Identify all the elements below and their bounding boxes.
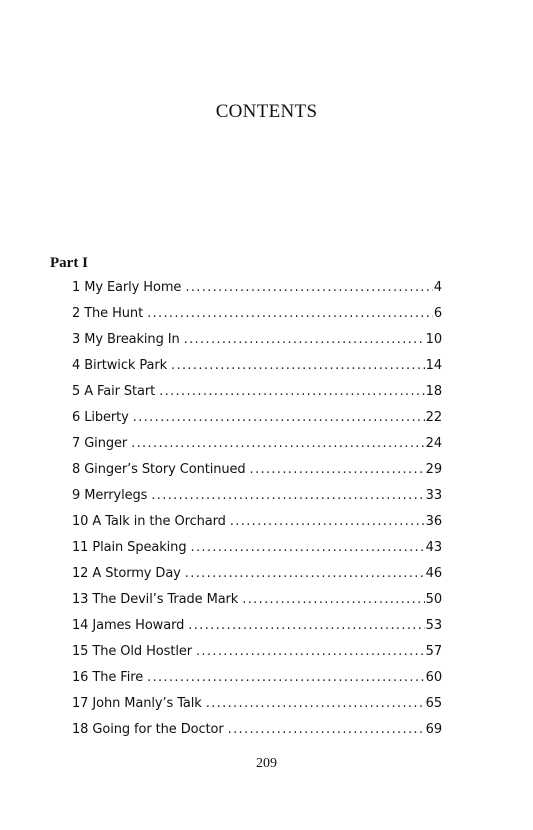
toc-entry-page: 65: [425, 696, 442, 711]
toc-entry: [72, 618, 442, 644]
toc-entry: [72, 644, 442, 670]
toc-entry: [72, 566, 442, 592]
dot-leader: [151, 488, 424, 503]
part-heading: Part I: [50, 255, 88, 271]
toc-entry-title: 18 Going for the Doctor: [72, 722, 224, 737]
toc-entry-title: 3 My Breaking In: [72, 332, 180, 347]
toc-entry-page: 29: [425, 462, 442, 477]
toc-entry: [72, 306, 442, 332]
toc-entry-title: 4 Birtwick Park: [72, 358, 168, 373]
toc-entry: [72, 410, 442, 436]
dot-leader: [133, 410, 425, 425]
page-title: CONTENTS: [215, 101, 318, 122]
toc-entry-title: 8 Ginger’s Story Continued: [72, 462, 246, 477]
toc-entry-title: 6 Liberty: [72, 410, 129, 425]
toc-entry: [72, 722, 442, 748]
toc-entry-title: 13 The Devil’s Trade Mark: [72, 592, 239, 607]
dot-leader: [184, 332, 425, 347]
dot-leader: [206, 696, 425, 711]
toc-entry-title: 2 The Hunt: [72, 306, 144, 321]
dot-leader: [250, 462, 425, 477]
toc-entry: [72, 488, 442, 514]
dot-leader: [131, 436, 425, 451]
dot-leader: [196, 644, 425, 659]
toc-entry-page: 43: [425, 540, 442, 555]
dot-leader: [230, 514, 425, 529]
table-of-contents: [72, 280, 442, 748]
dot-leader: [147, 306, 433, 321]
toc-entry: [72, 696, 442, 722]
toc-entry-page: 57: [425, 644, 442, 659]
toc-entry-page: 53: [425, 618, 442, 633]
toc-entry: [72, 280, 442, 306]
toc-entry: [72, 436, 442, 462]
toc-entry-title: 11 Plain Speaking: [72, 540, 187, 555]
toc-entry: [72, 670, 442, 696]
dot-leader: [190, 540, 424, 555]
toc-entry-title: 10 A Talk in the Orchard: [72, 514, 226, 529]
toc-entry-page: 36: [425, 514, 442, 529]
dot-leader: [185, 280, 433, 295]
toc-entry-title: 9 Merrylegs: [72, 488, 148, 503]
toc-entry: [72, 514, 442, 540]
toc-entry: [72, 592, 442, 618]
toc-entry: [72, 358, 442, 384]
toc-entry-title: 15 The Old Hostler: [72, 644, 192, 659]
toc-entry: [72, 332, 442, 358]
dot-leader: [188, 618, 424, 633]
toc-entry-page: 60: [425, 670, 442, 685]
toc-entry-page: 22: [425, 410, 442, 425]
toc-entry-page: 50: [425, 592, 442, 607]
toc-entry-page: 14: [425, 358, 442, 373]
toc-entry-title: 16 The Fire: [72, 670, 144, 685]
dot-leader: [228, 722, 425, 737]
toc-entry-page: 4: [433, 280, 442, 295]
toc-entry-title: 12 A Stormy Day: [72, 566, 181, 581]
toc-entry-page: 6: [433, 306, 442, 321]
toc-entry-page: 24: [425, 436, 442, 451]
dot-leader: [159, 384, 425, 399]
toc-entry-title: 5 A Fair Start: [72, 384, 156, 399]
toc-entry: [72, 540, 442, 566]
toc-entry-title: 1 My Early Home: [72, 280, 182, 295]
toc-entry: [72, 462, 442, 488]
toc-entry-page: 46: [425, 566, 442, 581]
dot-leader: [147, 670, 425, 685]
toc-entry: [72, 384, 442, 410]
dot-leader: [242, 592, 424, 607]
page-number: 209: [256, 756, 277, 771]
toc-entry-page: 69: [425, 722, 442, 737]
toc-entry-page: 18: [425, 384, 442, 399]
toc-entry-title: 7 Ginger: [72, 436, 128, 451]
dot-leader: [171, 358, 425, 373]
dot-leader: [185, 566, 425, 581]
toc-entry-title: 17 John Manly’s Talk: [72, 696, 202, 711]
toc-entry-page: 33: [425, 488, 442, 503]
toc-entry-title: 14 James Howard: [72, 618, 185, 633]
toc-entry-page: 10: [425, 332, 442, 347]
